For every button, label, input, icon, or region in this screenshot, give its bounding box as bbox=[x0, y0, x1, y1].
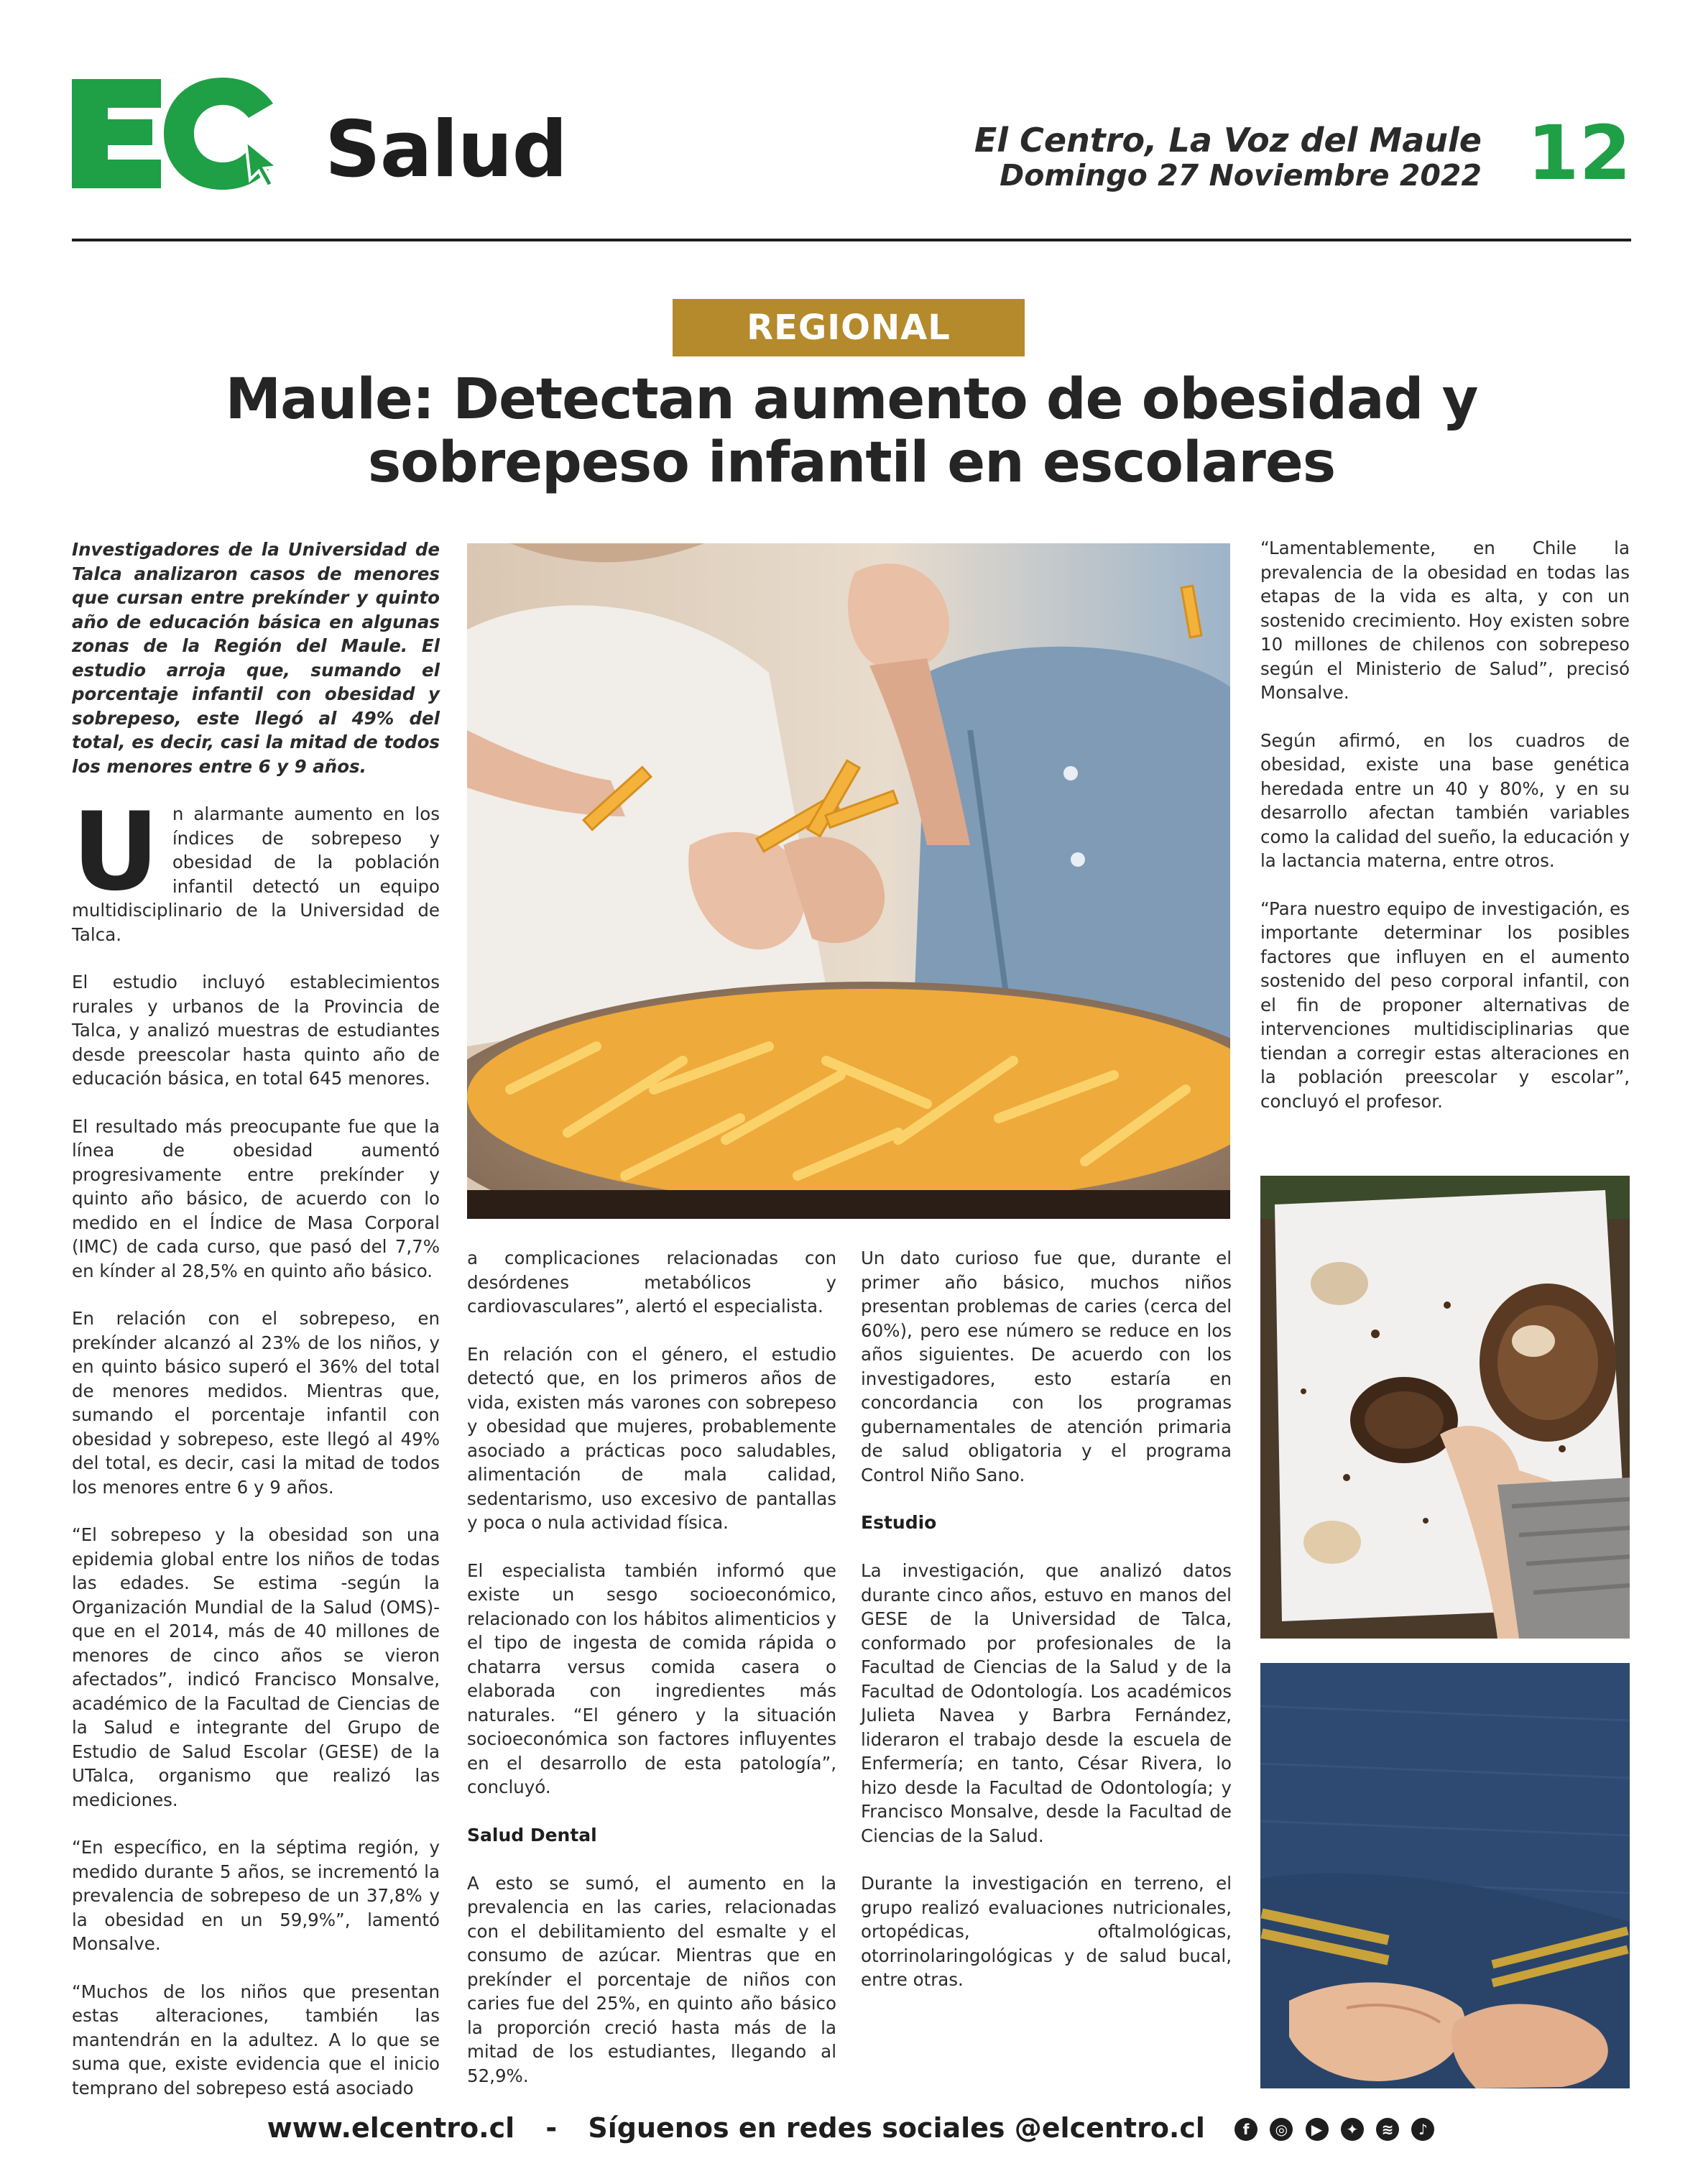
article-lede: Investigadores de la Universidad de Talca analizaron casos de menores que cursan entre prekínder y quinto año de educación básica en algunas zonas de la Región del Maule. El estudio arroja que, sumando el porcentaje infantil con obesidad y sobrepeso, este llegó al 49% del total, es decir, casi la mitad de todos los menores entre 6 y 9 años. bbox=[72, 539, 440, 777]
article-paragraph: “Muchos de los niños que presentan estas alteraciones, también las mantendrán en la adultez. A lo que se suma que, existe evidencia que el inicio temprano del sobrepeso está asociado bbox=[72, 1981, 440, 2098]
section-title: Salud bbox=[325, 105, 567, 195]
article-paragraph: “El sobrepeso y la obesidad son una epidemia global entre los niños de todas las edades. Se estima -según la Organización Mundial de la Salud (OMS)- que en el 2014, más de 40 millones de menores de cinco años se vieron afectados”, indicó Francisco Monsalve, académico de la Facultad de Ciencias de la Salud e integrante del Grupo de Estudio de Salud Escolar (GESE) de la UTalca, organismo que realizó las mediciones. bbox=[72, 1524, 440, 1810]
article-paragraph: Un alarmante aumento en los índices de sobrepeso y obesidad de la población infantil detectó un equipo multidisciplinario de la Universidad de Talca. bbox=[72, 790, 440, 945]
article-paragraph: a complicaciones relacionadas con desórdenes metabólicos y cardiovasculares”, alertó el especialista. bbox=[467, 1248, 836, 1317]
article-column-2 bbox=[467, 1246, 836, 2088]
drop-cap: U bbox=[72, 790, 160, 915]
twitter-icon[interactable]: ✦ bbox=[1341, 2118, 1364, 2141]
article-paragraph: El especialista también informó que existe un sesgo socioeconómico, relacionado con los hábitos alimenticios y el tipo de ingesta de comida rápida o chatarra versus comida casera o elaborada con ingredientes más naturales. “El género y la situación socioeconómica son factores influyentes en el desarrollo de esta patología”, concluyó. bbox=[467, 1559, 836, 1797]
article-paragraph: “En específico, en la séptima región, y medido durante 5 años, se incrementó la prevalencia de sobrepeso de un 37,8% y la obesidad en un 59,9%”, lamentó Monsalve. bbox=[72, 1837, 440, 1954]
photo-child-eating-donuts bbox=[1260, 1176, 1630, 1639]
article-paragraph: Durante la investigación en terreno, el grupo realizó evaluaciones nutricionales, ortopédicas, oftalmológicas, otorrinolaringológicas y de salud bucal, entre otras. bbox=[861, 1873, 1232, 1990]
article-paragraph: “Lamentablemente, en Chile la prevalencia de la obesidad en todas las etapas de la vida es alta, y con un sostenido crecimiento. Hoy existen sobre 10 millones de chilenos con sobrepeso según el Ministerio de Salud”, precisó Monsalve. bbox=[1260, 538, 1630, 703]
publication-info bbox=[974, 121, 1482, 191]
facebook-icon[interactable]: f bbox=[1234, 2118, 1257, 2141]
article-column-1 bbox=[72, 538, 440, 2100]
tiktok-icon[interactable]: ♪ bbox=[1411, 2118, 1434, 2141]
article-paragraph: En relación con el sobrepeso, en prekínder alcanzó al 23% de los niños, y en quinto básico superó el 36% del total de menores medidos. Mientras que, sumando el porcentaje infantil con obesidad y sobrepeso, este llegó al 49% del total, es decir, casi la mitad de todos los menores entre 6 y 9 años. bbox=[72, 1308, 440, 1498]
article-headline: Maule: Detectan aumento de obesidad y sobrepeso infantil en escolares bbox=[225, 367, 1478, 495]
footer-separator: - bbox=[545, 2111, 558, 2144]
article-paragraph: El estudio incluyó establecimientos rurales y urbanos de la Provincia de Talca, y analizó muestras de estudiantes desde preescolar hasta quinto año de educación básica, en total 645 menores. bbox=[72, 972, 440, 1089]
article-column-4 bbox=[1260, 536, 1630, 1113]
social-handle[interactable]: Síguenos en redes sociales @elcentro.cl bbox=[588, 2111, 1205, 2144]
spotify-icon[interactable]: ≋ bbox=[1376, 2118, 1399, 2141]
article-paragraph: A esto se sumó, el aumento en la prevalencia en las caries, relacionadas con el debilitamiento del esmalte y el consumo de azúcar. Mientras que en prekínder el porcentaje de niños con caries fue del 25%, en quinto año básico la proporción creció hasta más de la mitad de los estudiantes, llegando al 52,9%. bbox=[467, 1872, 836, 2086]
article-paragraph: “Para nuestro equipo de investigación, es importante determinar los posibles factores que influyen en el aumento sostenido del peso corporal infantil, con el fin de proponer alternativas de intervenciones multidisciplinarias que tiendan a corregir estas alteraciones en la población preescolar y escolar”, concluyó el profesor. bbox=[1260, 898, 1630, 1112]
youtube-icon[interactable]: ▶ bbox=[1306, 2118, 1329, 2141]
publication-date: Domingo 27 Noviembre 2022 bbox=[1000, 158, 1482, 193]
photo-child-hands-sweater bbox=[1260, 1663, 1630, 2088]
el-centro-logo bbox=[72, 75, 280, 197]
website-link[interactable]: www.elcentro.cl bbox=[267, 2111, 515, 2144]
article-paragraph: Un dato curioso fue que, durante el primer año básico, muchos niños presentan problemas de caries (cerca del 60%), pero ese número se reduce en los años siguientes. De acuerdo con los investigadores, esto estaría en concordancia con los programas gubernamentales de atención primaria de salud obligatoria y el programa Control Niño Sano. bbox=[861, 1248, 1232, 1485]
article-paragraph: En relación con el género, el estudio detectó que, en los primeros años de vida, existen más varones con sobrepeso y obesidad que mujeres, probablemente asociado a prácticas poco saludables, alimentación de mala calidad, sedentarismo, uso excesivo de pantallas y poca o nula actividad física. bbox=[467, 1343, 836, 1533]
article-paragraph: La investigación, que analizó datos durante cinco años, estuvo en manos del GESE de la Universidad de Talca, conformado por profesionales de la Facultad de Ciencias de la Salud y de la Facultad de Odontología. Los académicos Julieta Navea y Barbra Fernández, lideraron el trabajo desde la escuela de Enfermería; en tanto, César Rivera, lo hizo desde la Facultad de Odontología; y Francisco Monsalve, desde la Facultad de Ciencias de la Salud. bbox=[861, 1560, 1232, 1846]
photo-children-eating-fries bbox=[467, 543, 1230, 1219]
section-kicker: REGIONAL bbox=[673, 299, 1025, 356]
article-paragraph: Según afirmó, en los cuadros de obesidad, existe una base genética heredada entre un 40 y 80%, y en su desarrollo afectan también variables como la calidad del sueño, la educación y la lactancia materna, entre otros. bbox=[1260, 729, 1630, 871]
article-paragraph: El resultado más preocupante fue que la línea de obesidad aumentó progresivamente entre prekínder y quinto año básico, de acuerdo con lo medido en el Índice de Masa Corporal (IMC) de cada curso, que pasó del 7,7% en kínder al 28,5% en quinto año básico. bbox=[72, 1115, 440, 1281]
subhead-salud-dental: Salud Dental bbox=[467, 1824, 597, 1846]
subhead-estudio: Estudio bbox=[861, 1512, 937, 1533]
page-number: 12 bbox=[1527, 109, 1631, 197]
page-footer bbox=[0, 2106, 1703, 2146]
article-column-3 bbox=[861, 1246, 1232, 1992]
social-icons bbox=[1233, 2108, 1436, 2148]
publication-name: El Centro, La Voz del Maule bbox=[974, 121, 1482, 160]
instagram-icon[interactable]: ◎ bbox=[1270, 2118, 1293, 2141]
header-divider bbox=[72, 239, 1631, 241]
